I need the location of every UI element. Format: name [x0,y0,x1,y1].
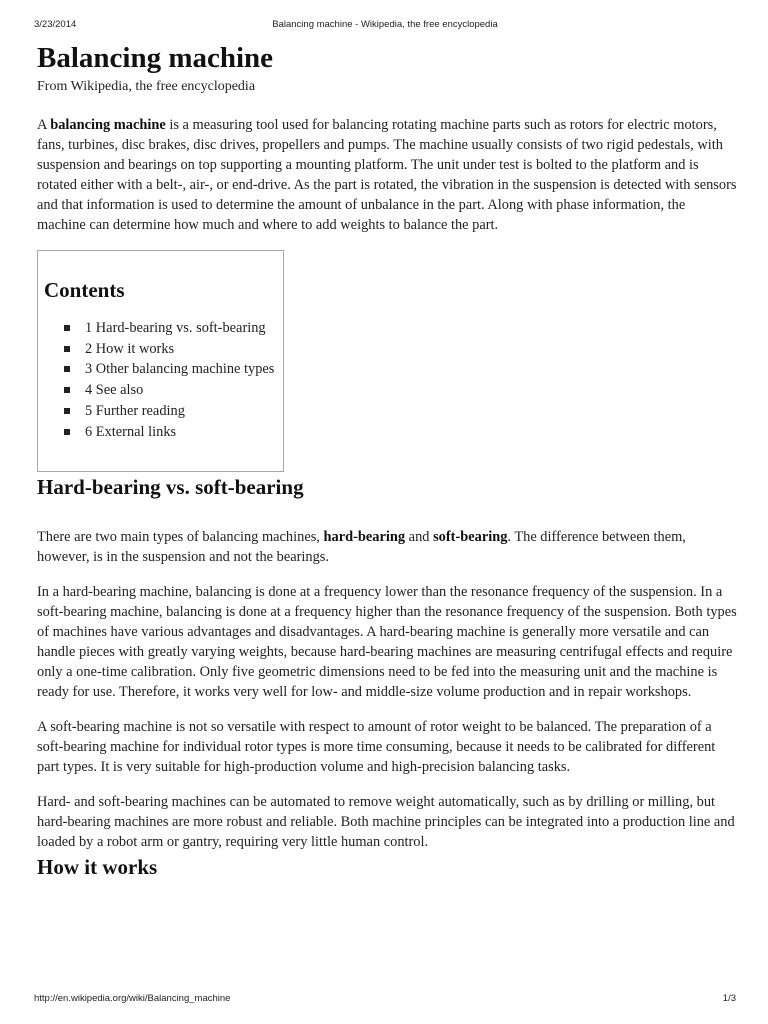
section1-paragraph-3: A soft-bearing machine is not so versatile with respect to amount of rotor weight to be balanced. The preparation of a soft-bearing machine for individual rotor types is more time consuming, because it needs to be calibrated for different part types. It is very suitable for high-production volume and high-precision balancing tasks. [37,719,716,775]
bullet-icon [64,408,70,414]
print-page-title: Balancing machine - Wikipedia, the free encyclopedia [272,19,498,30]
toc-list [44,318,283,442]
print-header [34,19,736,33]
section-heading-hard-soft-bearing: Hard-bearing vs. soft-bearing [37,475,304,499]
table-of-contents [37,250,284,472]
lead-bold-term: balancing machine [50,117,166,133]
print-page-number: 1/3 [722,993,736,1004]
section-heading-how-it-works: How it works [37,855,158,879]
lead-paragraph: A balancing machine is a measuring tool used for balancing rotating machine parts such as rotors for electric motors, fans, turbines, disc brakes, disc drives, propellers and pumps. The machine usually consists of two rigid pedestals, with suspension and bearings on top supporting a mounting platform. The unit under test is bolted to the platform and is rotated either with a belt-, air-, or end-drive. As the part is rotated, the vibration in the suspension is detected with sensors and that information is used to determine the amount of unbalance in the part. Along with phase information, the machine can determine how much and where to add weights to balance the part. [37,117,737,233]
section1-paragraph-4: Hard- and soft-bearing machines can be automated to remove weight automatically, such as by drilling or milling, but hard-bearing machines are more robust and reliable. Both machine principles can be integrated into a production line and loaded by a robot arm or gantry, requiring very little human control. [37,794,735,850]
bullet-icon [64,346,70,352]
print-url: http://en.wikipedia.org/wiki/Balancing_machine [34,993,231,1004]
toc-item[interactable]: 1 Hard-bearing vs. soft-bearing [61,318,283,339]
toc-item[interactable]: 6 External links [61,422,283,443]
article-content [37,40,737,882]
bullet-icon [64,366,70,372]
section1-paragraph-1: There are two main types of balancing machines, hard-bearing and soft-bearing. The difference between them, however, is in the suspension and not the bearings. [37,529,686,565]
toc-item[interactable]: 5 Further reading [61,401,283,422]
toc-item[interactable]: 3 Other balancing machine types [61,359,283,380]
page-title: Balancing machine [37,42,274,74]
page-subtitle: From Wikipedia, the free encyclopedia [37,79,256,94]
bullet-icon [64,325,70,331]
bullet-icon [64,387,70,393]
section1-paragraph-2: In a hard-bearing machine, balancing is done at a frequency lower than the resonance frequency of the suspension. In a soft-bearing machine, balancing is done at a frequency higher than the resonance frequency of the suspension. Both types of machines have various advantages and disadvantages. A hard-bearing machine is generally more versatile and can handle pieces with greatly varying weights, because hard-bearing machines are measuring centrifugal effects and require only a one-time calibration. Only five geometric dimensions need to be fed into the measuring unit and the machine is ready for use. Therefore, it works very well for low- and middle-size volume production and in repair workshops. [37,584,737,700]
print-date: 3/23/2014 [34,19,77,30]
toc-heading: Contents [44,278,125,302]
toc-item[interactable]: 4 See also [61,380,283,401]
bullet-icon [64,429,70,435]
print-footer [34,993,736,1007]
toc-item[interactable]: 2 How it works [61,339,283,360]
